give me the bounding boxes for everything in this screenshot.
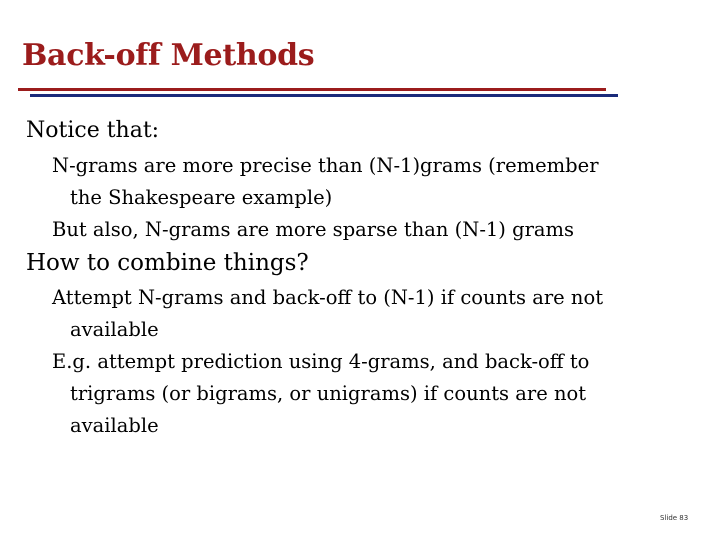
bullet-example-4grams xyxy=(52,346,672,442)
slide-number: Slide 83 xyxy=(660,514,689,522)
section-heading-combine: How to combine things? xyxy=(26,250,309,276)
bullet-line: trigrams (or bigrams, or unigrams) if counts are not xyxy=(70,382,587,405)
bullet-line: the Shakespeare example) xyxy=(70,186,333,209)
bullet-ngrams-precise xyxy=(52,150,672,214)
section-heading-notice: Notice that: xyxy=(26,118,160,143)
bullet-line: N-grams are more precise than (N-1)grams (remember xyxy=(52,154,599,177)
bullet-line: available xyxy=(70,318,159,341)
bullet-attempt-backoff xyxy=(52,282,672,346)
slide-title: Back-off Methods xyxy=(22,38,315,73)
bullet-line: E.g. attempt prediction using 4-grams, and back-off to xyxy=(52,350,590,373)
bullet-line: Attempt N-grams and back-off to (N-1) if counts are not xyxy=(52,286,604,309)
bullet-line: available xyxy=(70,414,159,437)
bullet-line: But also, N-grams are more sparse than (N-1) grams xyxy=(52,218,575,241)
bullet-ngrams-sparse xyxy=(52,214,672,246)
